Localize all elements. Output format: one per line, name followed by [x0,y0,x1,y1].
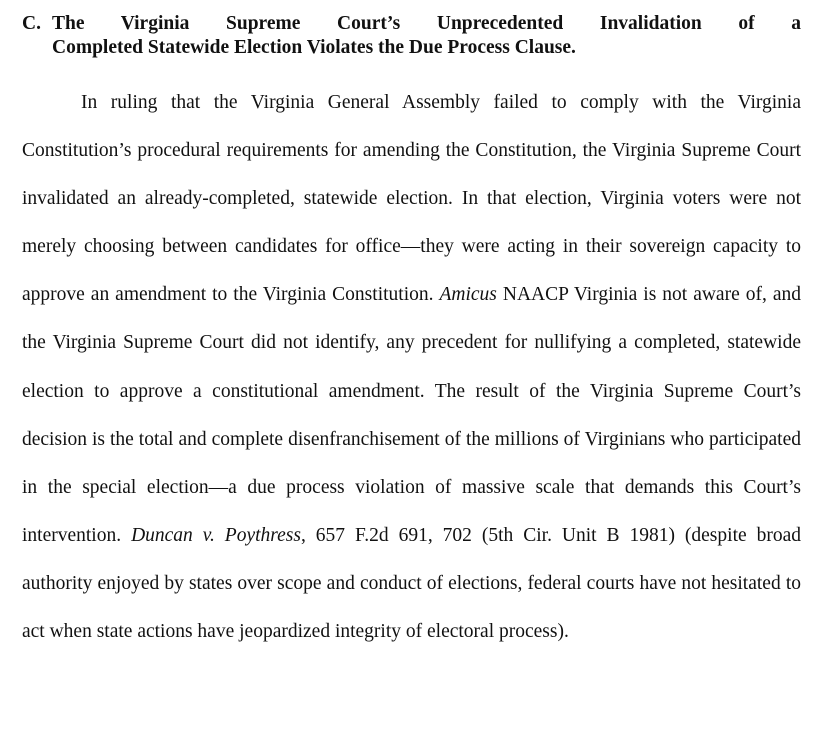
case-citation-name: Duncan v. Poythress [131,524,301,546]
section-label: C. [22,13,41,34]
body-paragraph [22,79,801,656]
paragraph-text-part-2: NAACP Virginia is not aware of, and the Virginia Supreme Court did not identify, any precedent for nullifying a completed, statewide election to approve a constitutional amendment. The result of the Virginia Supreme Court’s decision is the total and complete disenfranchisement of the millions of Virginians who participated in the special election—a due process violation of massive scale that demands this Court’s intervention. [22,284,801,546]
paragraph-text-part-1: In ruling that the Virginia General Assembly failed to comply with the Virginia Constitution’s procedural requirements for amending the Constitution, the Virginia Supreme Court invalidated an already-completed, statewide election. In that election, Virginia voters were not merely choosing between candidates for office—they were acting in their sovereign capacity to approve an amendment to the Virginia Constitution. [22,92,801,306]
italic-term-amicus: Amicus [439,284,497,306]
section-title-line-2: Completed Statewide Election Violates the Due Process Clause. [52,37,576,58]
section-title-line-1: The Virginia Supreme Court’s Unprecedented Invalidation of a [52,13,801,34]
section-title [52,12,801,60]
section-heading [22,12,801,60]
paragraph-text-part-3: , 657 F.2d 691, 702 (5th Cir. Unit B 1981) (despite broad authority enjoyed by states over scope and conduct of elections, federal courts have not hesitated to act when state actions have jeopardized integrity of electoral process). [22,524,801,643]
